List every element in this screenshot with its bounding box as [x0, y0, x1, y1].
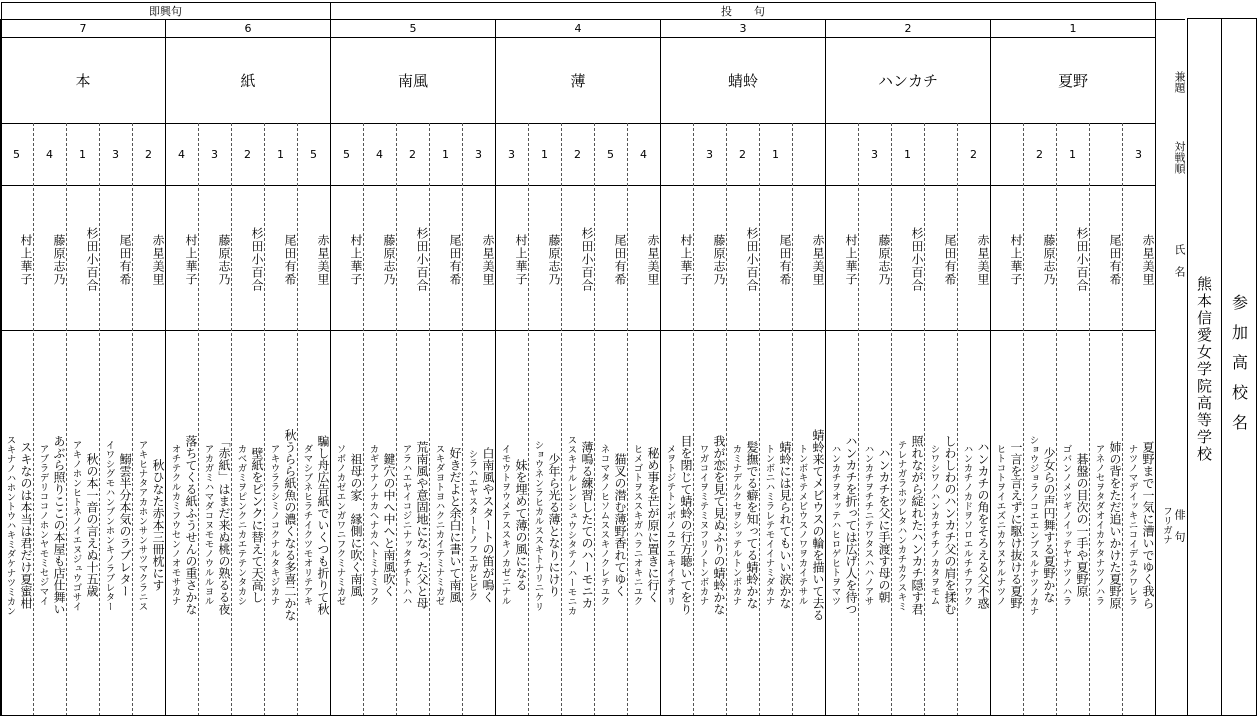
poet-name [495, 191, 528, 328]
battle-order [660, 123, 693, 185]
haiku-furigana [1056, 334, 1072, 716]
label-order-text: 対戦順 [1173, 140, 1186, 174]
haiku-furigana-text: ネコマタノヒソムススキノクレテユク [598, 444, 610, 606]
haiku-text-text: スキなのは本当は君だけ夏蜜柑 [19, 441, 33, 609]
poet-name-text: 杉田小百合 [580, 227, 594, 292]
battle-order: 3 [112, 147, 119, 161]
poet-name-text: 杉田小百合 [85, 227, 99, 292]
haiku-furigana [1089, 334, 1105, 716]
haiku-text-text: 秋うらら紙魚の濃くなる多喜二かな [283, 429, 297, 621]
haiku-furigana-text: アキヒナタアカホンサンサツマクラニス [136, 439, 148, 611]
battle-order: 4 [178, 147, 185, 161]
battle-order [792, 123, 825, 185]
haiku-furigana [429, 334, 445, 716]
haiku-text-text: 妹を埋めて薄の風になる [514, 459, 528, 591]
haiku-text-text: 蜻蛉には見られてもいい涙かな [778, 441, 792, 609]
haiku-text-text: 我が恋を見て見ぬふりの蜻蛉かな [712, 435, 726, 615]
haiku-text [840, 334, 859, 716]
haiku-text [510, 334, 529, 716]
battle-order: 2 [1036, 147, 1043, 161]
label-furigana-text: フリガナ [1161, 506, 1172, 544]
poet-name [297, 191, 330, 328]
haiku-text [1071, 334, 1090, 716]
submitted-header: 投 句 [721, 4, 765, 18]
haiku-text-text: 白南風やスタートの笛が鳴く [481, 447, 495, 603]
poet-name-text: 杉田小百合 [745, 227, 759, 292]
haiku-furigana [1023, 334, 1039, 716]
battle-order [990, 123, 1023, 185]
round-theme: ハンカチ [877, 71, 938, 90]
battle-order: 1 [541, 147, 548, 161]
haiku-text [972, 334, 991, 716]
poet-name-text: 赤星美里 [646, 233, 660, 286]
haiku-furigana [396, 334, 412, 716]
haiku-furigana-text: イワシグモハンブンホンキノラブレター [103, 439, 115, 611]
poet-name [264, 191, 297, 328]
haiku-furigana-text: テレナガラホツレタハンカチカクスキミ [895, 439, 907, 611]
haiku-furigana [528, 334, 544, 716]
school-name-text: 熊本信愛女学院高等学校 [1195, 275, 1213, 463]
haiku-text-text: 騙し舟広告紙でいくつも折りて秋 [316, 435, 330, 615]
haiku-furigana-text: シラハエヤスタートノフエガヒビク [466, 449, 478, 601]
haiku-furigana [792, 334, 808, 716]
haiku-furigana [132, 334, 148, 716]
label-haiku [1171, 495, 1187, 555]
haiku-text-text: しわしわのハンカチ父の肩を揉む [943, 435, 957, 615]
poet-name-text: 尾田有希 [448, 233, 462, 286]
poet-name [924, 191, 957, 328]
poet-name [561, 191, 594, 328]
haiku-text [1005, 334, 1024, 716]
battle-order: 3 [871, 147, 878, 161]
haiku-text [279, 334, 298, 716]
haiku-furigana [66, 334, 82, 716]
poet-name [759, 191, 792, 328]
haiku-text [312, 334, 331, 716]
haiku-text [180, 334, 199, 716]
poet-name [891, 191, 924, 328]
poet-name [1056, 191, 1089, 328]
poet-name [1023, 191, 1056, 328]
battle-order: 1 [442, 147, 449, 161]
haiku-text-text: 祖母の家 縁側に吹く南風 [349, 453, 363, 597]
round-number: 7 [79, 21, 87, 35]
round-theme: 夏野 [1057, 71, 1088, 90]
haiku-furigana-text: アブラデリココノホンヤモミセジマイ [37, 444, 49, 606]
haiku-text-text: あぶら照りここの本屋も店仕舞い [52, 435, 66, 615]
poet-name-text: 尾田有希 [778, 233, 792, 286]
poet-name [1089, 191, 1122, 328]
haiku-furigana-text: ハンカチヲチチニテワタスハハノアサ [862, 444, 874, 606]
battle-order: 3 [1135, 147, 1142, 161]
haiku-text-text: ハンカチの角をそろえる父不惑 [976, 441, 990, 609]
battle-order: 3 [211, 147, 218, 161]
haiku-text [576, 334, 595, 716]
poet-name-text: 尾田有希 [943, 233, 957, 286]
haiku-furigana-text: ゴバンノメツギノイッテヤナツノハラ [1060, 444, 1072, 606]
poet-name [363, 191, 396, 328]
haiku-furigana [957, 334, 973, 716]
haiku-furigana [627, 334, 643, 716]
poet-name [792, 191, 825, 328]
haiku-text-text: 薄鳴る練習したてのハーモニカ [580, 441, 594, 609]
haiku-text [345, 334, 364, 716]
haiku-text [81, 334, 100, 716]
school-name [1188, 29, 1221, 709]
haiku-furigana-text: トンボキテメビウスノワヲカイテサル [796, 444, 808, 606]
round-number: 1 [1069, 21, 1077, 35]
poet-name [528, 191, 561, 328]
haiku-text [939, 334, 958, 716]
haiku-furigana-text: ソボノカゼエンガワニフクミナミカゼ [334, 444, 346, 606]
haiku-text [1038, 334, 1057, 716]
haiku-text [708, 334, 727, 716]
label-furigana [1156, 490, 1172, 560]
battle-order: 2 [970, 147, 977, 161]
haiku-text-text: 鰯雲半分本気のラブレター [118, 453, 132, 597]
haiku-text [543, 334, 562, 716]
label-name-text: 氏 名 [1173, 243, 1186, 277]
poet-name-text: 尾田有希 [118, 233, 132, 286]
haiku-furigana-text: メヲトジテトンボノユクエキイテオリ [664, 444, 676, 606]
haiku-text [444, 334, 463, 716]
haiku-text [873, 334, 892, 716]
haiku-furigana-text: カギアナノナカヘナカヘトミナミフク [367, 444, 379, 606]
haiku-furigana-text: カミナデルクセヲシッテルトンボカナ [730, 444, 742, 606]
round-number: 3 [739, 21, 747, 35]
label-name [1156, 215, 1187, 305]
haiku-furigana-text: ショウジョラノコエエンブスルナツノカナ [1027, 434, 1039, 616]
haiku-text [807, 334, 826, 716]
haiku-text-text: 一言を言えずに駆け抜ける夏野 [1009, 441, 1023, 609]
poet-name [957, 191, 990, 328]
poet-name-text: 杉田小百合 [415, 227, 429, 292]
haiku-furigana [825, 334, 841, 716]
label-theme-text: 兼題 [1173, 71, 1186, 93]
haiku-furigana [363, 334, 379, 716]
poet-name [627, 191, 660, 328]
round-number: 2 [904, 21, 912, 35]
poet-name-text: 村上華子 [679, 233, 693, 286]
poet-name [99, 191, 132, 328]
haiku-text [246, 334, 265, 716]
round-theme: 紙 [240, 71, 256, 90]
poet-name-text: 藤原志乃 [382, 233, 396, 286]
haiku-text [741, 334, 760, 716]
haiku-text-text: 荒南風や意固地になった父と母 [415, 441, 429, 609]
haiku-text-text: 落ちてくる紙ふうせんの重さかな [184, 435, 198, 615]
haiku-text [48, 334, 67, 716]
poet-name [132, 191, 165, 328]
haiku-text [114, 334, 133, 716]
haiku-text-text: 姉の背をただ追いかけた夏野原 [1108, 441, 1122, 609]
haiku-text [675, 334, 694, 716]
poet-name [198, 191, 231, 328]
label-haiku-text: 俳 句 [1173, 508, 1186, 542]
battle-order: 4 [376, 147, 383, 161]
battle-order: 1 [772, 147, 779, 161]
haiku-furigana [660, 334, 676, 716]
poet-name [990, 191, 1023, 328]
haiku-text [1137, 334, 1156, 716]
haiku-text-text: 髪撫でる癖を知ってる蜻蛉かな [745, 441, 759, 609]
battle-order: 3 [706, 147, 713, 161]
battle-order: 3 [508, 147, 515, 161]
round-theme: 本 [75, 71, 91, 90]
battle-order: 2 [574, 147, 581, 161]
haiku-furigana-text: アネノセヲタダオイカケタナツノハラ [1093, 444, 1105, 606]
poet-name [594, 191, 627, 328]
haiku-furigana [759, 334, 775, 716]
haiku-furigana-text: トンボニハミラレテモイイナミダカナ [763, 444, 775, 606]
haiku-furigana [990, 334, 1006, 716]
poet-name-text: 赤星美里 [316, 233, 330, 286]
haiku-furigana-text: アキウララシミノコクナルタキジカナ [268, 444, 280, 606]
poet-name [0, 191, 33, 328]
haiku-text-text: 秋の本一音の言えぬ十五歳 [85, 453, 99, 597]
poet-name-text: 藤原志乃 [547, 233, 561, 286]
haiku-furigana-text: ヒトコトヲイエズニカケヌケルナツノ [994, 444, 1006, 606]
poet-name [330, 191, 363, 328]
poet-name-text: 尾田有希 [1108, 233, 1122, 286]
haiku-furigana-text: ハンカチノカドヲソロエルチチフワク [961, 444, 973, 606]
haiku-text [213, 334, 232, 716]
poet-name [429, 191, 462, 328]
haiku-furigana-text: ハンカチヲオッテハヒロゲヒトヲマツ [829, 444, 841, 606]
poet-name-text: 藤原志乃 [712, 233, 726, 286]
haiku-text-text: 目を閉じて蜻蛉の行方聴いてをり [679, 435, 693, 615]
poet-name-text: 杉田小百合 [250, 227, 264, 292]
battle-order: 5 [343, 147, 350, 161]
poet-name-text: 赤星美里 [151, 233, 165, 286]
battle-order: 5 [13, 147, 20, 161]
haiku-text-text: 碁盤の目次の一手や夏野原 [1075, 453, 1089, 597]
haiku-text-text: 蜻蛉来てメビウスの輪を描いて去る [811, 429, 825, 621]
poet-name [726, 191, 759, 328]
haiku-text-text: ハンカチを折っては広げ人を待つ [844, 435, 858, 615]
haiku-text-text: 夏野まで一気に漕いでゆく我ら [1141, 441, 1155, 609]
poet-name-text: 杉田小百合 [910, 227, 924, 292]
poet-name [693, 191, 726, 328]
haiku-furigana-text: スキダヨトヨハクニカイテミナミカゼ [433, 444, 445, 606]
battle-order: 3 [475, 147, 482, 161]
battle-order: 4 [46, 147, 53, 161]
haiku-furigana [0, 334, 16, 716]
haiku-furigana-text: シワシワノハンカチチチノカタヲモム [928, 444, 940, 606]
round-theme: 蜻蛉 [727, 71, 758, 90]
haiku-furigana-text: ダマシブネヒラチイクツモオリテアキ [301, 444, 313, 606]
poet-name-text: 藤原志乃 [52, 233, 66, 286]
poet-name [33, 191, 66, 328]
haiku-furigana [330, 334, 346, 716]
poet-name-text: 藤原志乃 [877, 233, 891, 286]
poet-name [231, 191, 264, 328]
battle-order [924, 123, 957, 185]
haiku-furigana [858, 334, 874, 716]
poet-name [858, 191, 891, 328]
battle-order: 1 [79, 147, 86, 161]
haiku-furigana-text: ススキナルレンシュウシタテノハーモニカ [565, 434, 577, 616]
haiku-text [477, 334, 496, 716]
haiku-furigana-text: ショウネンラヒカルススキトナリニケリ [532, 439, 544, 611]
haiku-text-text: 少年ら光る薄となりにけり [547, 453, 561, 597]
poet-name [396, 191, 429, 328]
haiku-text-text: 秘め事を芒が原に置きに行く [646, 447, 660, 603]
battle-order: 1 [1069, 147, 1076, 161]
poet-name-text: 藤原志乃 [217, 233, 231, 286]
haiku-furigana [462, 334, 478, 716]
poet-name-text: 赤星美里 [1141, 233, 1155, 286]
haiku-text-text: 猫叉の潜む薄野香れてゆく [613, 453, 627, 597]
poet-name-text: 村上華子 [514, 233, 528, 286]
poet-name [462, 191, 495, 328]
haiku-text [774, 334, 793, 716]
battle-order: 2 [244, 147, 251, 161]
label-order [1156, 129, 1187, 185]
haiku-furigana [594, 334, 610, 716]
haiku-furigana-text: ナツノマデイッキニコイデユクワレラ [1126, 444, 1138, 606]
battle-order: 5 [607, 147, 614, 161]
haiku-furigana-text: ヒメゴトヲススキガハラニオキニユク [631, 444, 643, 606]
battle-order: 1 [277, 147, 284, 161]
participating-school-label [1222, 29, 1256, 709]
haiku-text [642, 334, 661, 716]
poet-name [1122, 191, 1155, 328]
poet-name-text: 杉田小百合 [1075, 227, 1089, 292]
haiku-text [147, 334, 166, 716]
haiku-furigana [891, 334, 907, 716]
poet-name-text: 尾田有希 [613, 233, 627, 286]
haiku-text-text: 少女らの声円舞する夏野かな [1042, 447, 1056, 603]
poet-name-text: 赤星美里 [976, 233, 990, 286]
poet-name [165, 191, 198, 328]
haiku-text-text: 「赤紙」はまだ来ぬ桃の熟るる夜 [217, 435, 231, 615]
haiku-furigana [495, 334, 511, 716]
haiku-furigana-text: アカガミハマダコヌモモノウルルヨル [202, 444, 214, 606]
poet-name-text: 村上華子 [184, 233, 198, 286]
round-number: 5 [409, 21, 417, 35]
haiku-text-text: 照れながら綻れたハンカチ隠す君 [910, 435, 924, 615]
haiku-furigana [231, 334, 247, 716]
battle-order: 2 [145, 147, 152, 161]
poet-name [660, 191, 693, 328]
haiku-furigana [693, 334, 709, 716]
haiku-furigana [1122, 334, 1138, 716]
haiku-furigana [561, 334, 577, 716]
poet-name-text: 村上華子 [844, 233, 858, 286]
poet-name [825, 191, 858, 328]
haiku-text-text: 秋ひなた赤本三冊枕にす [151, 459, 165, 591]
haiku-text [15, 334, 34, 716]
poet-name-text: 尾田有希 [283, 233, 297, 286]
impromptu-header: 即興句 [149, 4, 182, 18]
round-number: 6 [244, 21, 252, 35]
haiku-text-text: 鍵穴の中へ中へと南風吹く [382, 453, 396, 597]
haiku-text [906, 334, 925, 716]
battle-order: 2 [739, 147, 746, 161]
battle-order: 5 [310, 147, 317, 161]
haiku-furigana [297, 334, 313, 716]
haiku-furigana-text: イモウトヲウメテススキノカゼニナル [499, 444, 511, 606]
haiku-furigana-text: アラハエヤイコジニナッタチチトハハ [400, 444, 412, 606]
haiku-furigana-text: ワガコイヲミテミヌフリノトンボカナ [697, 444, 709, 606]
battle-order [825, 123, 858, 185]
battle-order: 4 [640, 147, 647, 161]
haiku-furigana [99, 334, 115, 716]
round-theme: 南風 [397, 71, 428, 90]
poet-name-text: 赤星美里 [481, 233, 495, 286]
round-theme: 薄 [570, 71, 586, 90]
haiku-furigana [726, 334, 742, 716]
haiku-furigana [165, 334, 181, 716]
haiku-furigana-text: オチテクルカミフウセンノオモサカナ [169, 444, 181, 606]
haiku-furigana [264, 334, 280, 716]
haiku-text-text: 好きだよと余白に書いて南風 [448, 447, 462, 603]
haiku-text-text: 壁紙をピンクに替えて天高し [250, 447, 264, 603]
battle-order: 1 [904, 147, 911, 161]
round-number: 4 [574, 21, 582, 35]
poet-name-text: 村上華子 [349, 233, 363, 286]
poet-name-text: 村上華子 [19, 233, 33, 286]
haiku-furigana-text: スキナノハホントウハキミダケナツミカン [4, 434, 16, 616]
poet-name [66, 191, 99, 328]
haiku-furigana-text: アキノホンヒトネノイエヌジュウゴサイ [70, 439, 82, 611]
haiku-furigana [198, 334, 214, 716]
haiku-furigana [33, 334, 49, 716]
haiku-text [609, 334, 628, 716]
haiku-furigana-text: カベガミヲピンクニカエテテンタカシ [235, 444, 247, 606]
battle-order: 2 [409, 147, 416, 161]
haiku-furigana [924, 334, 940, 716]
label-theme [1156, 57, 1187, 107]
haiku-text [378, 334, 397, 716]
participating-school-label-text: 参加高校名 [1229, 294, 1249, 444]
poet-name-text: 村上華子 [1009, 233, 1023, 286]
haiku-text [1104, 334, 1123, 716]
haiku-text-text: ハンカチを父に手渡す母の朝 [877, 447, 891, 603]
poet-name-text: 藤原志乃 [1042, 233, 1056, 286]
haiku-text [411, 334, 430, 716]
poet-name-text: 赤星美里 [811, 233, 825, 286]
battle-order [1089, 123, 1122, 185]
